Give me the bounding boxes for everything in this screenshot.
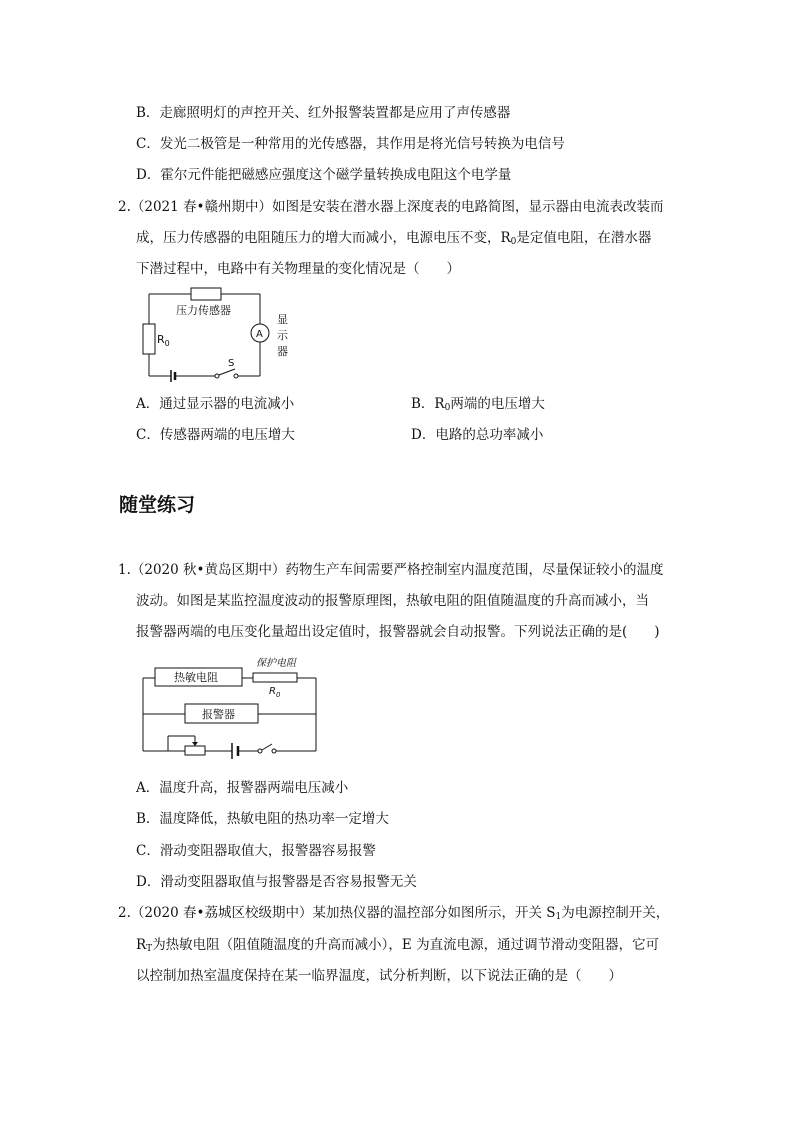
switch-label: S bbox=[228, 358, 235, 369]
prev-option-d: D．霍尔元件能把磁感应强度这个磁学量转换成电阻这个电学量 bbox=[136, 167, 512, 183]
prev-option-b: B．走廊照明灯的声控开关、红外报警装置都是应用了声传感器 bbox=[136, 105, 511, 121]
q2-stem-line-2: 成，压力传感器的电阻随压力的增大而减小，电源电压不变，$R_0$是定值电阻，在潜水器 bbox=[136, 230, 652, 247]
rheostat-slider-arrow bbox=[192, 742, 198, 746]
thermistor-label: 热敏电阻 bbox=[174, 671, 218, 684]
display-label-char-2: 示 bbox=[277, 329, 288, 342]
p2-stem-line-1: 2.（2020 春•荔城区校级期中）某加热仪器的温控部分如图所示，开关 $S_1$为电源控制开关， bbox=[118, 905, 670, 922]
r0-label: $R_0$ bbox=[157, 333, 170, 348]
p1-option-c: C．滑动变阻器取值大，报警器容易报警 bbox=[136, 843, 376, 859]
p1-stem-line-3: 报警器两端的电压变化量超出设定值时，报警器就会自动报警。下列说法正确的是( ) bbox=[136, 624, 660, 640]
q2-option-c: C．传感器两端的电压增大 bbox=[136, 427, 295, 443]
prev-option-c: C．发光二极管是一种常用的光传感器，其作用是将光信号转换为电信号 bbox=[136, 136, 565, 152]
alarm-circuit bbox=[138, 650, 323, 760]
q2-option-b: B．$R_0$两端的电压增大 bbox=[411, 396, 545, 413]
section-title: 随堂练习 bbox=[119, 494, 196, 516]
r0-label: $R_0$ bbox=[269, 686, 281, 699]
display-label-char-3: 器 bbox=[277, 345, 288, 358]
alarm-label: 报警器 bbox=[202, 708, 235, 721]
depth-gauge-circuit bbox=[140, 284, 310, 384]
p1-option-a: A．温度升高，报警器两端电压减小 bbox=[136, 780, 349, 796]
p2-stem-line-3: 以控制加热室温度保持在某一临界温度，试分析判断，以下说法正确的是（ ） bbox=[136, 968, 622, 984]
protect-resistor-label: 保护电阻 bbox=[256, 658, 296, 669]
pressure-sensor-label: 压力传感器 bbox=[176, 304, 231, 317]
q2-option-a: A．通过显示器的电流减小 bbox=[136, 396, 295, 412]
p1-option-d: D．滑动变阻器取值与报警器是否容易报警无关 bbox=[136, 874, 417, 890]
q2-stem-line-3: 下潜过程中，电路中有关物理量的变化情况是（ ） bbox=[136, 261, 460, 277]
q2-stem-line-1: 2.（2021 春•赣州期中）如图是安装在潜水器上深度表的电路简图，显示器由电流表改装而 bbox=[118, 199, 664, 215]
q2-option-d: D．电路的总功率减小 bbox=[411, 427, 544, 443]
ammeter-symbol: A bbox=[256, 329, 263, 340]
p2-stem-line-2: $R_T$为热敏电阻（阻值随温度的升高而减小），E 为直流电源，通过调节滑动变阻器，它可 bbox=[136, 937, 660, 954]
p1-stem-line-1: 1.（2020 秋•黄岛区期中）药物生产车间需要严格控制室内温度范围，尽量保证较小的温度 bbox=[118, 562, 664, 578]
display-label-char-1: 显 bbox=[277, 313, 288, 326]
p1-option-b: B．温度降低，热敏电阻的热功率一定增大 bbox=[136, 811, 389, 827]
p1-stem-line-2: 波动。如图是某监控温度波动的报警原理图，热敏电阻的阻值随温度的升高而减小，当 bbox=[136, 593, 649, 609]
